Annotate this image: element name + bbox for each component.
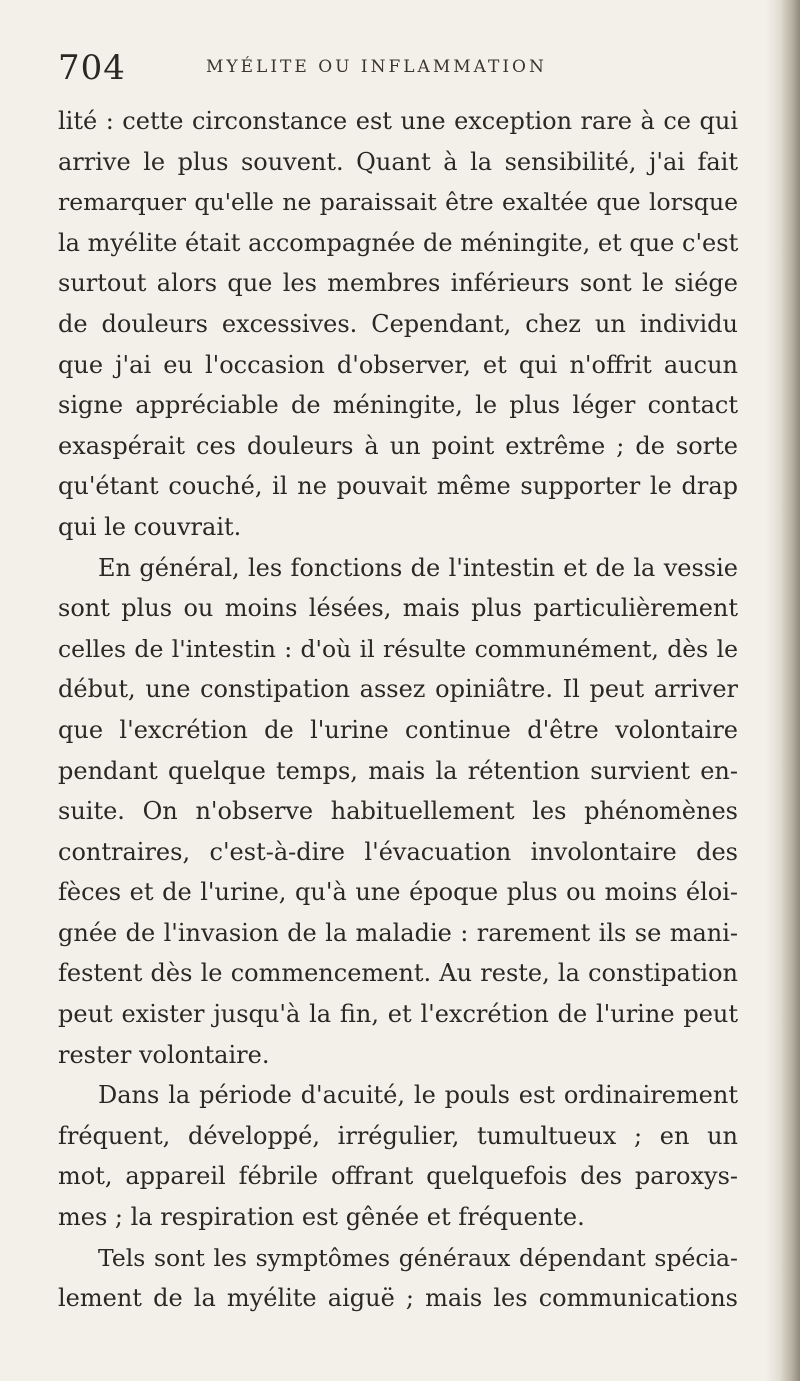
paragraph-end-line: rester volontaire. xyxy=(58,1040,270,1069)
paragraph-first-line: Tels sont les symptômes généraux dépendant spécia- xyxy=(98,1243,738,1272)
text-line: celles de l'intestin : d'où il résulte communément, dès le xyxy=(58,634,738,663)
paragraph-end-line: mes ; la respiration est gênée et fréquente. xyxy=(58,1203,585,1232)
paragraph-first-line: Dans la période d'acuité, le pouls est ordinairement xyxy=(98,1081,738,1110)
text-line: surtout alors que les membres inférieurs sont le siége xyxy=(58,269,738,298)
text-line: début, une constipation assez opiniâtre. Il peut arriver xyxy=(58,675,738,704)
text-line: gnée de l'invasion de la maladie : rarement ils se mani- xyxy=(58,918,738,947)
text-line: que l'excrétion de l'urine continue d'être volontaire xyxy=(58,715,738,744)
text-line: la myélite était accompagnée de méningite, et que c'est xyxy=(58,228,739,257)
paragraph-end-line: qui le couvrait. xyxy=(58,512,242,541)
text-line: lement de la myélite aiguë ; mais les communications xyxy=(58,1284,738,1313)
paragraph-first-line: En général, les fonctions de l'intestin et de la vessie xyxy=(98,553,738,582)
text-line: arrive le plus souvent. Quant à la sensibilité, j'ai fait xyxy=(58,147,738,176)
text-line: suite. On n'observe habituellement les phénomènes xyxy=(58,797,738,826)
text-line: qu'étant couché, il ne pouvait même supporter le drap xyxy=(58,472,738,501)
text-line: fréquent, développé, irrégulier, tumultueux ; en un xyxy=(58,1121,738,1150)
text-line: fèces et de l'urine, qu'à une époque plus ou moins éloi- xyxy=(58,878,738,907)
text-line: de douleurs excessives. Cependant, chez un individu xyxy=(58,309,738,338)
text-line: lité : cette circonstance est une exception rare à ce qui xyxy=(58,107,738,135)
text-line: peut exister jusqu'à la fin, et l'excrétion de l'urine peut xyxy=(58,1000,738,1029)
text-line: pendant quelque temps, mais la rétention survient en- xyxy=(58,756,738,785)
text-line: festent dès le commencement. Au reste, la constipation xyxy=(58,959,738,988)
text-line: que j'ai eu l'occasion d'observer, et qui n'offrit aucun xyxy=(58,350,738,379)
page-edge-shadow xyxy=(766,0,800,1381)
text-line: contraires, c'est-à-dire l'évacuation involontaire des xyxy=(58,837,738,866)
running-head xyxy=(58,48,748,90)
text-line: signe appréciable de méningite, le plus léger contact xyxy=(58,391,738,420)
page-number: 704 xyxy=(58,48,126,88)
running-title: MYÉLITE OU INFLAMMATION xyxy=(206,57,547,77)
body-text xyxy=(58,101,738,1319)
text-line: exaspérait ces douleurs à un point extrême ; de sorte xyxy=(58,431,738,460)
text-line: mot, appareil fébrile offrant quelquefois des paroxys- xyxy=(58,1162,738,1191)
text-line: sont plus ou moins lésées, mais plus particulièrement xyxy=(58,594,738,623)
text-line: remarquer qu'elle ne paraissait être exaltée que lorsque xyxy=(58,188,738,217)
